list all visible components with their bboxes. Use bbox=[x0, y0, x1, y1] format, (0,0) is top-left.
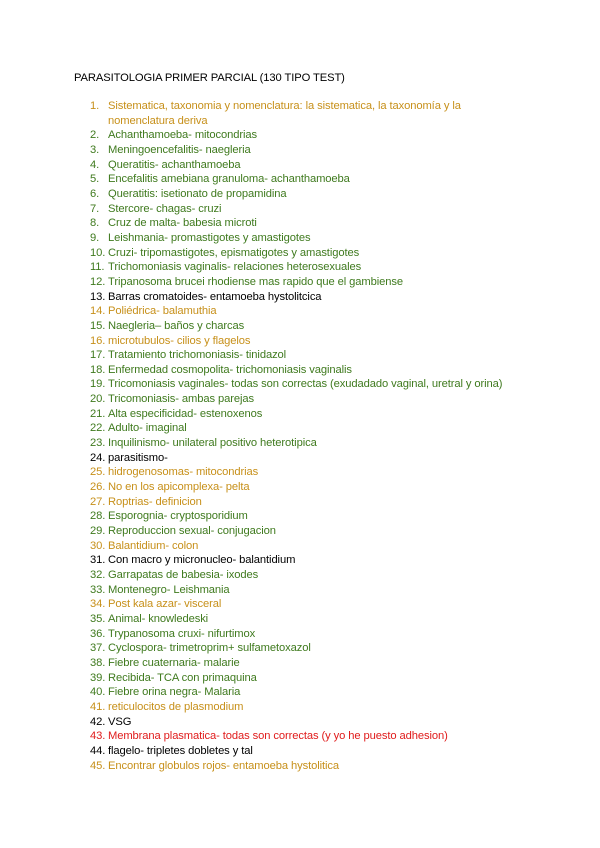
item-text: Tricomoniasis- ambas parejas bbox=[108, 393, 255, 406]
list-item bbox=[0, 421, 600, 436]
item-text: Barras cromatoides- entamoeba hystolitcica bbox=[108, 290, 322, 303]
item-text: hidrogenosomas- mitocondrias bbox=[108, 466, 259, 479]
item-number: 5. bbox=[90, 173, 100, 186]
item-number: 3. bbox=[90, 143, 100, 156]
item-number: 10. bbox=[90, 246, 106, 259]
item-number: 29. bbox=[90, 525, 106, 538]
item-text: Garrapatas de babesia- ixodes bbox=[108, 569, 259, 581]
list-item bbox=[0, 319, 600, 334]
item-number: 33. bbox=[90, 583, 106, 596]
item-text: parasitismo- bbox=[108, 451, 168, 464]
list-item bbox=[0, 451, 600, 466]
document-title: PARASITOLOGIA PRIMER PARCIAL (130 TIPO TEST) bbox=[74, 72, 345, 84]
item-text: Tratamiento trichomoniasis- tinidazol bbox=[108, 349, 287, 362]
item-number: 12. bbox=[90, 275, 106, 288]
item-number: 25. bbox=[90, 466, 106, 479]
item-text: Adulto- imaginal bbox=[108, 422, 187, 435]
item-number: 36. bbox=[90, 627, 106, 640]
item-text: Cyclospora- trimetroprim+ sulfametoxazol bbox=[108, 642, 311, 655]
list-item bbox=[0, 407, 600, 422]
list-item bbox=[0, 656, 600, 671]
list-item bbox=[0, 612, 600, 627]
item-text: Roptrias- definicion bbox=[108, 495, 202, 508]
list-item bbox=[0, 392, 600, 407]
item-text: Trichomoniasis vaginalis- relaciones heterosexuales bbox=[108, 261, 362, 274]
item-number: 41. bbox=[90, 700, 106, 713]
list-item bbox=[0, 715, 600, 730]
list-item bbox=[0, 436, 600, 451]
item-number: 40. bbox=[90, 686, 106, 699]
list-item bbox=[0, 568, 600, 583]
list-item bbox=[0, 172, 600, 187]
item-text: Queratitis- achanthamoeba bbox=[108, 158, 241, 171]
item-number: 28. bbox=[90, 510, 106, 523]
item-text: Alta especificidad- estenoxenos bbox=[108, 407, 263, 420]
item-text: Tripanosoma brucei rhodiense mas rapido que el gambiense bbox=[108, 275, 403, 288]
list-item bbox=[0, 627, 600, 642]
item-number: 32. bbox=[90, 569, 106, 581]
item-text: reticulocitos de plasmodium bbox=[108, 700, 244, 713]
list-item bbox=[0, 583, 600, 598]
item-number: 45. bbox=[90, 759, 106, 772]
item-text: Fiebre orina negra- Malaria bbox=[108, 686, 241, 699]
item-number: 39. bbox=[90, 671, 106, 684]
list-item bbox=[0, 202, 600, 217]
item-number: 37. bbox=[90, 642, 106, 655]
list-item bbox=[0, 553, 600, 568]
answer-list bbox=[0, 99, 600, 773]
item-text: VSG bbox=[108, 715, 132, 728]
item-number: 15. bbox=[90, 319, 106, 332]
item-text: Enfermedad cosmopolita- trichomoniasis vaginalis bbox=[108, 363, 352, 376]
item-number: 44. bbox=[90, 744, 106, 757]
list-item bbox=[0, 260, 600, 275]
item-number: 6. bbox=[90, 187, 100, 200]
item-number: 1. bbox=[90, 100, 100, 112]
list-item bbox=[0, 99, 600, 128]
list-item bbox=[0, 377, 600, 392]
item-text: Achanthamoeba- mitocondrias bbox=[108, 129, 258, 142]
item-number: 9. bbox=[90, 231, 100, 244]
item-number: 17. bbox=[90, 349, 106, 362]
item-text: Recibida- TCA con primaquina bbox=[108, 671, 257, 684]
item-text: No en los apicomplexa- pelta bbox=[108, 481, 250, 494]
list-item bbox=[0, 700, 600, 715]
item-text: Sistematica, taxonomia y nomenclatura: la sistematica, la taxonomía y la nomenclatura deriva bbox=[108, 100, 461, 127]
list-item bbox=[0, 143, 600, 158]
item-number: 38. bbox=[90, 656, 106, 669]
list-item bbox=[0, 480, 600, 495]
item-number: 21. bbox=[90, 407, 106, 420]
item-number: 42. bbox=[90, 715, 106, 728]
item-number: 13. bbox=[90, 290, 106, 303]
item-text: Leishmania- promastigotes y amastigotes bbox=[108, 231, 311, 244]
list-item bbox=[0, 495, 600, 510]
item-number: 35. bbox=[90, 612, 106, 625]
list-item bbox=[0, 363, 600, 378]
list-item bbox=[0, 759, 600, 774]
item-text: Post kala azar- visceral bbox=[108, 598, 222, 611]
item-text: Balantidium- colon bbox=[108, 539, 199, 552]
item-text: Queratitis: isetionato de propamidina bbox=[108, 187, 287, 200]
item-text: Stercore- chagas- cruzi bbox=[108, 202, 222, 215]
list-item bbox=[0, 671, 600, 686]
list-item bbox=[0, 128, 600, 143]
item-text: Cruzi- tripomastigotes, epismatigotes y amastigotes bbox=[108, 246, 360, 259]
item-text: Fiebre cuaternaria- malarie bbox=[108, 656, 240, 669]
item-number: 2. bbox=[90, 129, 100, 142]
item-text: Encefalitis amebiana granuloma- achanthamoeba bbox=[108, 173, 350, 186]
list-item bbox=[0, 539, 600, 554]
list-item bbox=[0, 334, 600, 349]
item-text: microtubulos- cilios y flagelos bbox=[108, 334, 251, 347]
item-text: Animal- knowledeski bbox=[108, 612, 209, 625]
list-item bbox=[0, 304, 600, 319]
list-item bbox=[0, 290, 600, 305]
item-number: 27. bbox=[90, 495, 106, 508]
item-text: Con macro y micronucleo- balantidium bbox=[108, 554, 296, 567]
item-text: Montenegro- Leishmania bbox=[108, 583, 230, 596]
item-text: Esporognia- cryptosporidium bbox=[108, 510, 248, 523]
list-item bbox=[0, 231, 600, 246]
item-number: 31. bbox=[90, 554, 106, 567]
item-text: Trypanosoma cruxi- nifurtimox bbox=[108, 627, 256, 640]
item-number: 7. bbox=[90, 202, 100, 215]
item-number: 16. bbox=[90, 334, 106, 347]
item-text: flagelo- tripletes dobletes y tal bbox=[108, 744, 253, 757]
item-number: 24. bbox=[90, 451, 106, 464]
list-item bbox=[0, 729, 600, 744]
item-number: 18. bbox=[90, 363, 106, 376]
item-number: 4. bbox=[90, 158, 100, 171]
list-item bbox=[0, 465, 600, 480]
list-item bbox=[0, 509, 600, 524]
item-number: 23. bbox=[90, 437, 106, 450]
item-text: Inquilinismo- unilateral positivo heterotipica bbox=[108, 437, 317, 450]
item-number: 20. bbox=[90, 393, 106, 406]
item-text: Cruz de malta- babesia microti bbox=[108, 217, 257, 230]
item-text: Naegleria– baños y charcas bbox=[108, 319, 245, 332]
item-number: 43. bbox=[90, 730, 106, 743]
list-item bbox=[0, 275, 600, 290]
list-item bbox=[0, 641, 600, 656]
item-number: 14. bbox=[90, 305, 106, 318]
item-text: Encontrar globulos rojos- entamoeba hystolitica bbox=[108, 759, 339, 772]
list-item bbox=[0, 597, 600, 612]
list-item bbox=[0, 216, 600, 231]
list-item bbox=[0, 524, 600, 539]
item-number: 26. bbox=[90, 481, 106, 494]
item-number: 30. bbox=[90, 539, 106, 552]
item-text: Meningoencefalitis- naegleria bbox=[108, 143, 251, 156]
list-item bbox=[0, 685, 600, 700]
item-text: Poliédrica- balamuthia bbox=[108, 305, 217, 318]
list-item bbox=[0, 158, 600, 173]
item-text: Membrana plasmatica- todas son correctas (y yo he puesto adhesion) bbox=[108, 730, 448, 743]
list-item bbox=[0, 348, 600, 363]
list-item bbox=[0, 246, 600, 261]
item-number: 19. bbox=[90, 378, 106, 391]
item-number: 8. bbox=[90, 217, 100, 230]
item-number: 11. bbox=[90, 261, 105, 274]
list-item bbox=[0, 744, 600, 759]
item-number: 22. bbox=[90, 422, 106, 435]
item-text: Reproduccion sexual- conjugacion bbox=[108, 525, 276, 538]
item-number: 34. bbox=[90, 598, 106, 611]
item-text: Tricomoniasis vaginales- todas son correctas (exudadado vaginal, uretral y orina) bbox=[108, 378, 503, 391]
list-item bbox=[0, 187, 600, 202]
